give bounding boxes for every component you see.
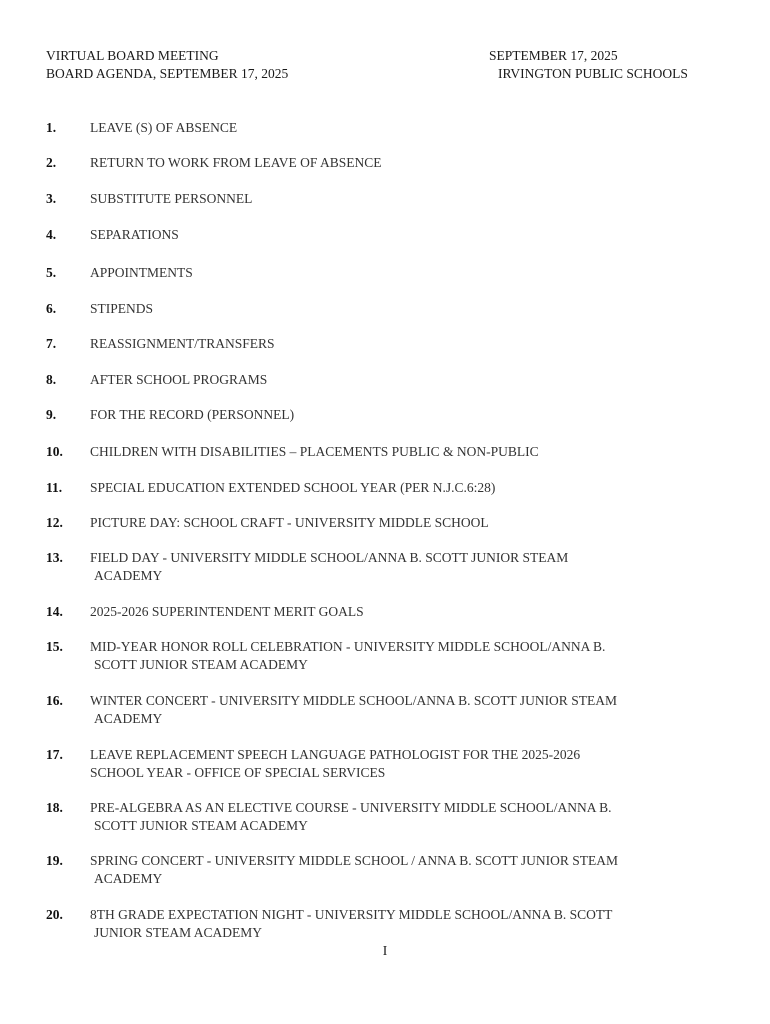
item-title-line: CHILDREN WITH DISABILITIES – PLACEMENTS PUBLIC & NON-PUBLIC <box>90 444 539 459</box>
item-number: 18. <box>46 800 63 815</box>
item-title-line: PRE-ALGEBRA AS AN ELECTIVE COURSE - UNIVERSITY MIDDLE SCHOOL/ANNA B. <box>90 800 612 815</box>
item-title <box>90 264 730 282</box>
item-title-line: ACADEMY <box>94 871 163 886</box>
item-number: 5. <box>46 265 57 280</box>
item-title <box>90 514 730 532</box>
item-number: 11. <box>46 480 63 495</box>
item-title <box>90 226 730 244</box>
header-right <box>489 47 688 83</box>
item-title-line: STIPENDS <box>90 301 154 316</box>
item-number: 4. <box>46 227 57 242</box>
item-number: 9. <box>46 407 57 422</box>
meeting-title: VIRTUAL BOARD MEETING <box>46 48 219 63</box>
meeting-date: SEPTEMBER 17, 2025 <box>489 48 618 63</box>
item-number: 1. <box>46 120 57 135</box>
item-title <box>90 479 730 497</box>
item-title <box>90 692 730 728</box>
item-title-line: 8TH GRADE EXPECTATION NIGHT - UNIVERSITY MIDDLE SCHOOL/ANNA B. SCOTT <box>90 907 613 922</box>
item-title <box>90 371 730 389</box>
item-title <box>90 335 730 353</box>
item-title <box>90 746 730 782</box>
item-number: 19. <box>46 853 63 868</box>
item-title-line: RETURN TO WORK FROM LEAVE OF ABSENCE <box>90 155 382 170</box>
item-title-line: 2025-2026 SUPERINTENDENT MERIT GOALS <box>90 604 364 619</box>
item-number: 14. <box>46 604 63 619</box>
item-title <box>90 119 730 137</box>
item-title-line: JUNIOR STEAM ACADEMY <box>94 925 263 940</box>
item-title <box>90 603 730 621</box>
item-title-line: LEAVE (S) OF ABSENCE <box>90 120 238 135</box>
item-title <box>90 852 730 888</box>
item-title-line: SCOTT JUNIOR STEAM ACADEMY <box>94 657 308 672</box>
item-title-line: WINTER CONCERT - UNIVERSITY MIDDLE SCHOOL/ANNA B. SCOTT JUNIOR STEAM <box>90 693 617 708</box>
item-number: 3. <box>46 191 57 206</box>
item-title-line: LEAVE REPLACEMENT SPEECH LANGUAGE PATHOLOGIST FOR THE 2025-2026 <box>90 747 581 762</box>
item-title-line: SCHOOL YEAR - OFFICE OF SPECIAL SERVICES <box>90 765 386 780</box>
item-number: 13. <box>46 550 63 565</box>
item-title <box>90 906 730 942</box>
item-title-line: ACADEMY <box>94 568 163 583</box>
item-title-line: SPECIAL EDUCATION EXTENDED SCHOOL YEAR (PER N.J.C.6:28) <box>90 480 496 495</box>
item-title-line: SUBSTITUTE PERSONNEL <box>90 191 253 206</box>
item-number: 15. <box>46 639 63 654</box>
item-title-line: APPOINTMENTS <box>90 265 193 280</box>
item-title-line: SPRING CONCERT - UNIVERSITY MIDDLE SCHOOL / ANNA B. SCOTT JUNIOR STEAM <box>90 853 618 868</box>
district-name: IRVINGTON PUBLIC SCHOOLS <box>498 66 688 81</box>
item-title <box>90 638 730 674</box>
item-number: 10. <box>46 444 63 459</box>
item-title-line: SCOTT JUNIOR STEAM ACADEMY <box>94 818 308 833</box>
item-number: 2. <box>46 155 57 170</box>
item-title-line: MID-YEAR HONOR ROLL CELEBRATION - UNIVERSITY MIDDLE SCHOOL/ANNA B. <box>90 639 606 654</box>
item-number: 20. <box>46 907 63 922</box>
item-number: 17. <box>46 747 63 762</box>
item-title <box>90 300 730 318</box>
item-title-line: FOR THE RECORD (PERSONNEL) <box>90 407 295 422</box>
item-title-line: AFTER SCHOOL PROGRAMS <box>90 372 268 387</box>
item-title-line: FIELD DAY - UNIVERSITY MIDDLE SCHOOL/ANNA B. SCOTT JUNIOR STEAM <box>90 550 569 565</box>
header-left <box>46 47 288 83</box>
item-title-line: PICTURE DAY: SCHOOL CRAFT - UNIVERSITY MIDDLE SCHOOL <box>90 515 489 530</box>
item-title-line: SEPARATIONS <box>90 227 179 242</box>
item-title <box>90 549 730 585</box>
page-number: I <box>382 943 388 958</box>
item-number: 7. <box>46 336 57 351</box>
item-number: 6. <box>46 301 57 316</box>
item-title <box>90 799 730 835</box>
agenda-title: BOARD AGENDA, SEPTEMBER 17, 2025 <box>46 66 289 81</box>
item-title <box>90 154 730 172</box>
item-title-line: ACADEMY <box>94 711 163 726</box>
item-number: 8. <box>46 372 57 387</box>
item-title <box>90 406 730 424</box>
item-title-line: REASSIGNMENT/TRANSFERS <box>90 336 275 351</box>
item-number: 16. <box>46 693 63 708</box>
item-title <box>90 190 730 208</box>
item-number: 12. <box>46 515 63 530</box>
item-title <box>90 443 730 461</box>
